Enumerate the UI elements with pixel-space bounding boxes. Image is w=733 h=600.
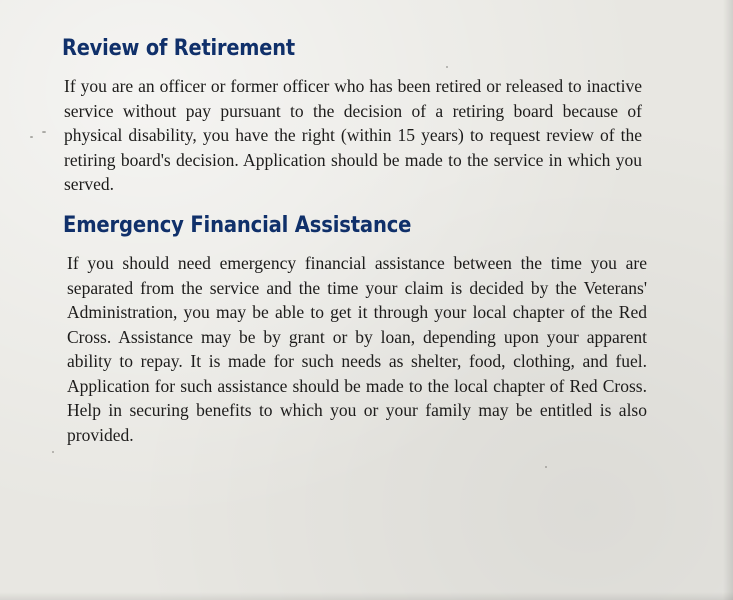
- paper-speck: [30, 136, 33, 138]
- emergency-financial-assistance-heading: Emergency Financial Assistance: [63, 213, 412, 238]
- paper-speck: [446, 66, 448, 68]
- paper-speck: [52, 451, 54, 453]
- paper-speck: [42, 131, 46, 133]
- emergency-financial-assistance-paragraph: If you should need emergency financial assistance between the time you are separated from the service and the time your claim is decided by the Veterans' Administration, you may be able to get it through your local chapter of the Red Cross. Assistance may be by grant or by loan, depending upon your apparent ability to repay. It is made for such needs as shelter, food, clothing, and fuel. Application for such assistance should be made to the local chapter of Red Cross. Help in securing benefits to which you or your family may be entitled is also provided.: [67, 253, 647, 445]
- review-of-retirement-paragraph: If you are an officer or former officer who has been retired or released to inactive service without pay pursuant to the decision of a retiring board because of physical disability, you have the right (within 15 years) to request review of the retiring board's decision. Application should be made to the service in which you served.: [64, 76, 642, 194]
- paper-speck: [545, 466, 547, 468]
- review-of-retirement-heading: Review of Retirement: [62, 36, 295, 61]
